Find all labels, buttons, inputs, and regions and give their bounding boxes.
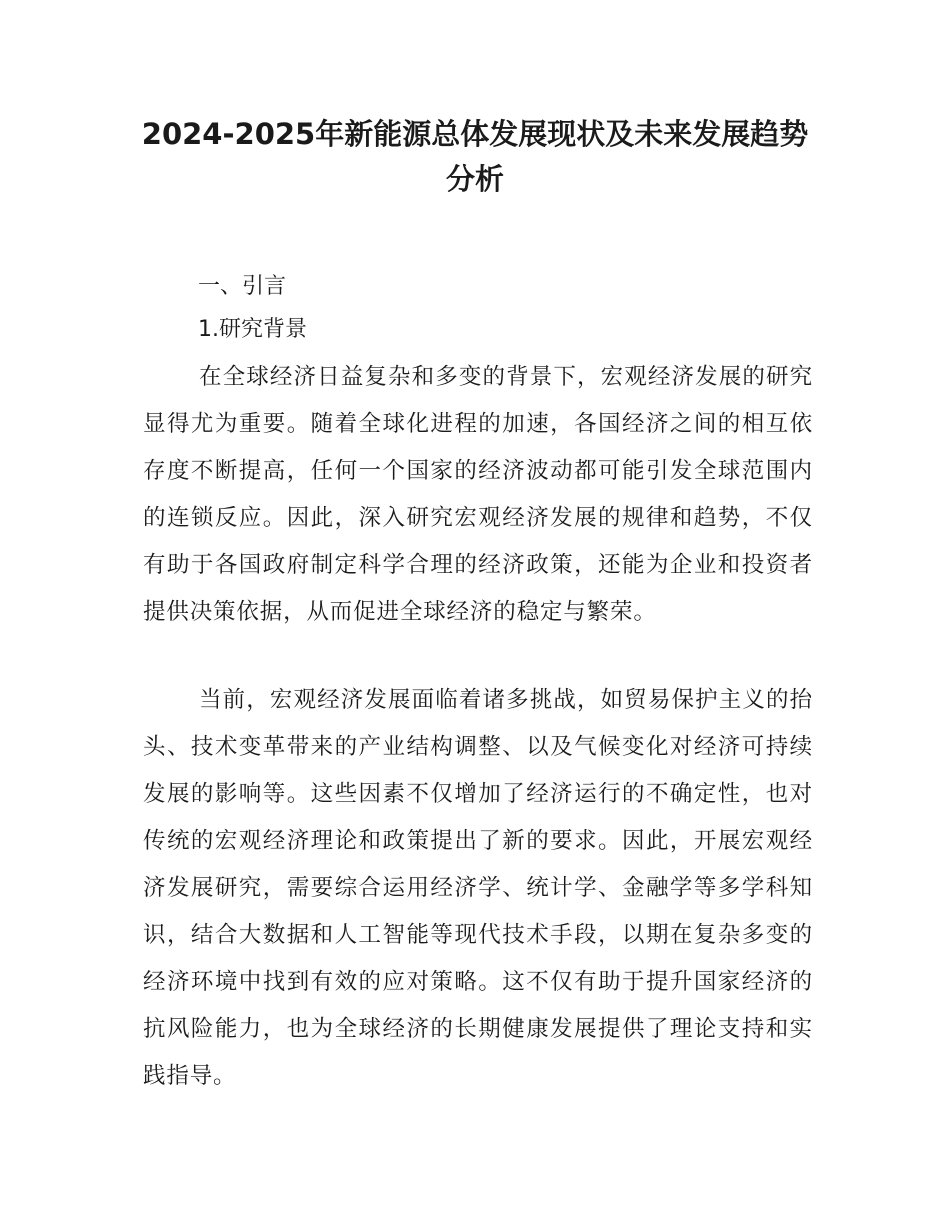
body-paragraph-1: 在全球经济日益复杂和多变的背景下，宏观经济发展的研究显得尤为重要。随着全球化进程的加速，各国经济之间的相互依存度不断提高，任何一个国家的经济波动都可能引发全球范围内的连锁反应。因此，深入研究宏观经济发展的规律和趋势，不仅有助于各国政府制定科学合理的经济政策，还能为企业和投资者提供决策依据，从而促进全球经济的稳定与繁荣。	[143, 364, 813, 625]
subsection-heading: 1.研究背景	[198, 317, 307, 342]
section-heading: 一、引言	[198, 274, 287, 299]
document-title: 2024-2025年新能源总体发展现状及未来发展趋势分析	[141, 117, 809, 196]
body-paragraph-2: 当前，宏观经济发展面临着诸多挑战，如贸易保护主义的抬头、技术变革带来的产业结构调整、以及气候变化对经济可持续发展的影响等。这些因素不仅增加了经济运行的不确定性，也对传统的宏观经济理论和政策提出了新的要求。因此，开展宏观经济发展研究，需要综合运用经济学、统计学、金融学等多学科知识，结合大数据和人工智能等现代技术手段，以期在复杂多变的经济环境中找到有效的应对策略。这不仅有助于提升国家经济的抗风险能力，也为全球经济的长期健康发展提供了理论支持和实践指导。	[143, 687, 813, 1089]
